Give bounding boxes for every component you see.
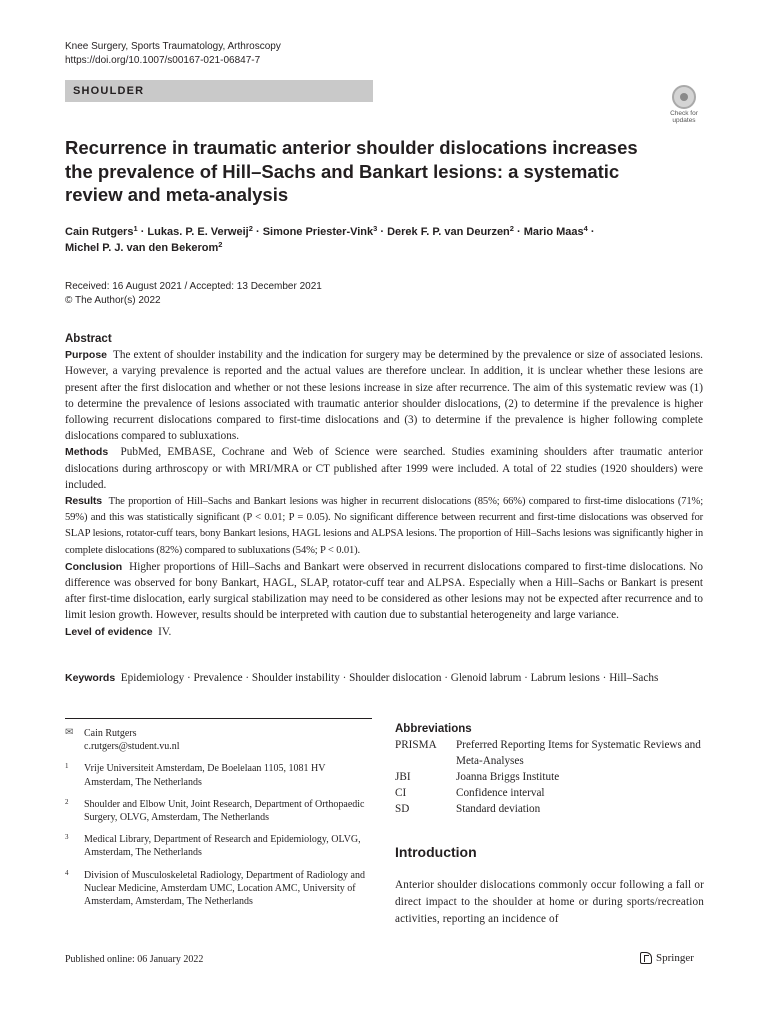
- affiliations: [65, 727, 365, 917]
- abbreviation-row: [395, 769, 715, 785]
- correspondence-name: Cain Rutgers: [84, 728, 137, 739]
- abbreviations-table: [395, 737, 715, 817]
- check-updates-line1: Check for: [670, 110, 698, 117]
- results-text: The proportion of Hill–Sachs and Bankart lesions was higher in recurrent dislocations (85%; 66%) compared to first-time dislocations (71%; 59%) and this was statistically significant (P < 0.01; P = 0.05). No significant difference between recurrent and first-time dislocations was observed for SLAP lesions, rotator-cuff tears, bony Bankart lesions, HAGL lesions and ALPSA lesions. The proportion of Hill–Sachs lesions was significantly higher in complete dislocations (82%) compared to subluxations (54%; P < 0.01).: [65, 496, 703, 556]
- correspondence-email[interactable]: c.rutgers@student.vu.nl: [84, 741, 180, 753]
- author-affiliation-mark: 2: [248, 224, 253, 233]
- author-name: Simone Priester-Vink: [262, 226, 374, 238]
- springer-logo: [640, 952, 694, 964]
- abbreviation-term: SD: [395, 803, 410, 815]
- affiliation-number: 1: [65, 762, 69, 771]
- article-title: Recurrence in traumatic anterior shoulder dislocations increases the prevalence of Hill–Sachs and Bankart lesions: a systematic review and meta-analysis: [65, 137, 638, 205]
- abstract-conclusion: [65, 559, 703, 624]
- author-name: Michel P. J. van den Bekerom: [65, 241, 219, 254]
- affiliation-text: Vrije Universiteit Amsterdam, De Boelelaan 1105, 1081 HV Amsterdam, The Netherlands: [84, 763, 326, 788]
- author-name: Lukas. P. E. Verweij: [147, 226, 249, 238]
- author-affiliation-mark: 1: [133, 224, 138, 233]
- author-list: [65, 225, 695, 256]
- keywords-text: Epidemiology · Prevalence · Shoulder instability · Shoulder dislocation · Glenoid labrum · Labrum lesions · Hill–Sachs: [120, 672, 659, 684]
- affiliation-text: Shoulder and Elbow Unit, Joint Research, Department of Orthopaedic Surgery, OLVG, Amsterdam, The Netherlands: [84, 798, 365, 824]
- affiliation-list: [65, 762, 365, 908]
- abbreviations-heading: Abbreviations: [395, 723, 472, 735]
- author-separator: ·: [513, 226, 524, 238]
- abbreviation-definition: Preferred Reporting Items for Systematic Reviews and Meta-Analyses: [456, 739, 701, 767]
- level-label: Level of evidence: [65, 625, 153, 638]
- abbreviation-definition: Confidence interval: [456, 787, 545, 799]
- author-affiliation-mark: 2: [509, 224, 514, 233]
- author-name: Cain Rutgers: [65, 226, 134, 238]
- abstract-level: [65, 624, 703, 640]
- published-online: Published online: 06 January 2022: [65, 954, 204, 965]
- check-for-updates-badge[interactable]: [664, 85, 704, 125]
- copyright: © The Author(s) 2022: [65, 294, 161, 306]
- level-text: IV.: [158, 625, 172, 638]
- abstract-results: [65, 493, 703, 559]
- introduction-heading: Introduction: [395, 844, 477, 860]
- correspondence: [65, 727, 365, 753]
- author-affiliation-mark: 4: [583, 224, 588, 233]
- author-separator: ·: [377, 226, 388, 238]
- keywords-label: Keywords: [65, 672, 116, 684]
- author-affiliation-mark: 2: [218, 239, 223, 249]
- author-name: Mario Maas: [523, 226, 584, 238]
- methods-label: Methods: [65, 446, 109, 459]
- affiliation-number: 4: [65, 868, 69, 877]
- purpose-label: Purpose: [65, 349, 108, 362]
- author-separator: ·: [587, 226, 595, 238]
- abbreviation-row: [395, 801, 715, 817]
- publisher-name: Springer: [656, 952, 694, 964]
- methods-text: PubMed, EMBASE, Cochrane and Web of Science were searched. Studies examining shoulders after traumatic anterior dislocations during arthroscopy or with MRI/MRA or CT published after 1999 were included. A total of 22 studies (1920 shoulders) were included.: [65, 446, 704, 491]
- abbreviation-term: PRISMA: [395, 739, 437, 751]
- affiliation-number: 3: [65, 833, 69, 842]
- section-banner: SHOULDER: [65, 80, 373, 102]
- abbreviation-definition: Standard deviation: [456, 803, 541, 815]
- affiliation-item: [65, 762, 365, 788]
- abbreviation-term: JBI: [395, 771, 411, 783]
- affiliation-item: [65, 869, 365, 909]
- abstract-purpose: [65, 347, 703, 444]
- affiliation-item: [65, 798, 365, 824]
- check-updates-line2: updates: [672, 117, 696, 124]
- abbreviation-definition: Joanna Briggs Institute: [456, 771, 560, 783]
- doi-link[interactable]: https://doi.org/10.1007/s00167-021-06847-7: [65, 55, 261, 66]
- abbreviation-term: CI: [395, 787, 407, 799]
- received-accepted: Received: 16 August 2021 / Accepted: 13 December 2021: [65, 281, 322, 292]
- abbreviation-row: [395, 785, 715, 801]
- conclusion-text: Higher proportions of Hill–Sachs and Bankart were observed in recurrent dislocations compared to first-time dislocations. No difference was observed for bony Bankart, HAGL, SLAP, rotator-cuff tear and ALPSA. Especially when a Hill–Sachs or Bankart is present after first-time dislocation, early surgical stabilization may need to be considered as other lesions may not be expected after recurrence and to limit lesion growth. However, results should be interpreted with caution due to substantial heterogeneity and large variance.: [65, 560, 703, 622]
- introduction-text: Anterior shoulder dislocations commonly occur following a fall or direct impact to the shoulder at home or during sports/recreation activities, reporting an incidence of: [395, 879, 704, 925]
- author-separator: ·: [252, 226, 263, 238]
- abbreviations: [395, 721, 715, 817]
- affiliation-text: Division of Musculoskeletal Radiology, Department of Radiology and Nuclear Medicine, Amsterdam UMC, Location AMC, University of Amsterdam, Amsterdam, The Netherlands: [84, 869, 365, 908]
- article-dates: [65, 280, 322, 307]
- affiliation-text: Medical Library, Department of Research and Epidemiology, OLVG, Amsterdam, The Netherlands: [84, 834, 361, 859]
- footnote-divider: [65, 718, 372, 719]
- keywords: [65, 670, 703, 686]
- results-label: Results: [65, 495, 102, 508]
- abbreviation-row: [395, 737, 715, 769]
- conclusion-label: Conclusion: [65, 560, 123, 573]
- abstract-methods: [65, 444, 703, 493]
- affiliation-item: [65, 833, 365, 859]
- springer-horse-icon: [640, 952, 652, 964]
- abstract: [65, 331, 703, 640]
- journal-header: [65, 40, 281, 68]
- abstract-heading: Abstract: [65, 333, 112, 345]
- author-affiliation-mark: 3: [373, 224, 378, 233]
- affiliation-number: 2: [65, 797, 69, 806]
- check-for-updates-icon: [672, 85, 696, 109]
- journal-name: Knee Surgery, Sports Traumatology, Arthroscopy: [65, 41, 281, 52]
- author-name: Derek F. P. van Deurzen: [387, 226, 510, 238]
- envelope-icon: ✉: [65, 727, 74, 738]
- author-separator: ·: [137, 226, 148, 238]
- purpose-text: The extent of shoulder instability and the indication for surgery may be determined by the prevalence or size of associated lesions. However, a varying prevalence is reported and the actual values are therefore unclear. In addition, it is unclear whether these lesions are present after the first dislocation and whether or not these lesions increase in size after recurrence. The aim of this systematic review was (1) to determine the prevalence of lesions associated with traumatic anterior shoulder dislocations, (2) to determine if the prevalence is higher following recurrent dislocations compared to first-time dislocations and (3) to determine if the prevalence is higher following complete dislocations compared to subluxations.: [65, 349, 703, 443]
